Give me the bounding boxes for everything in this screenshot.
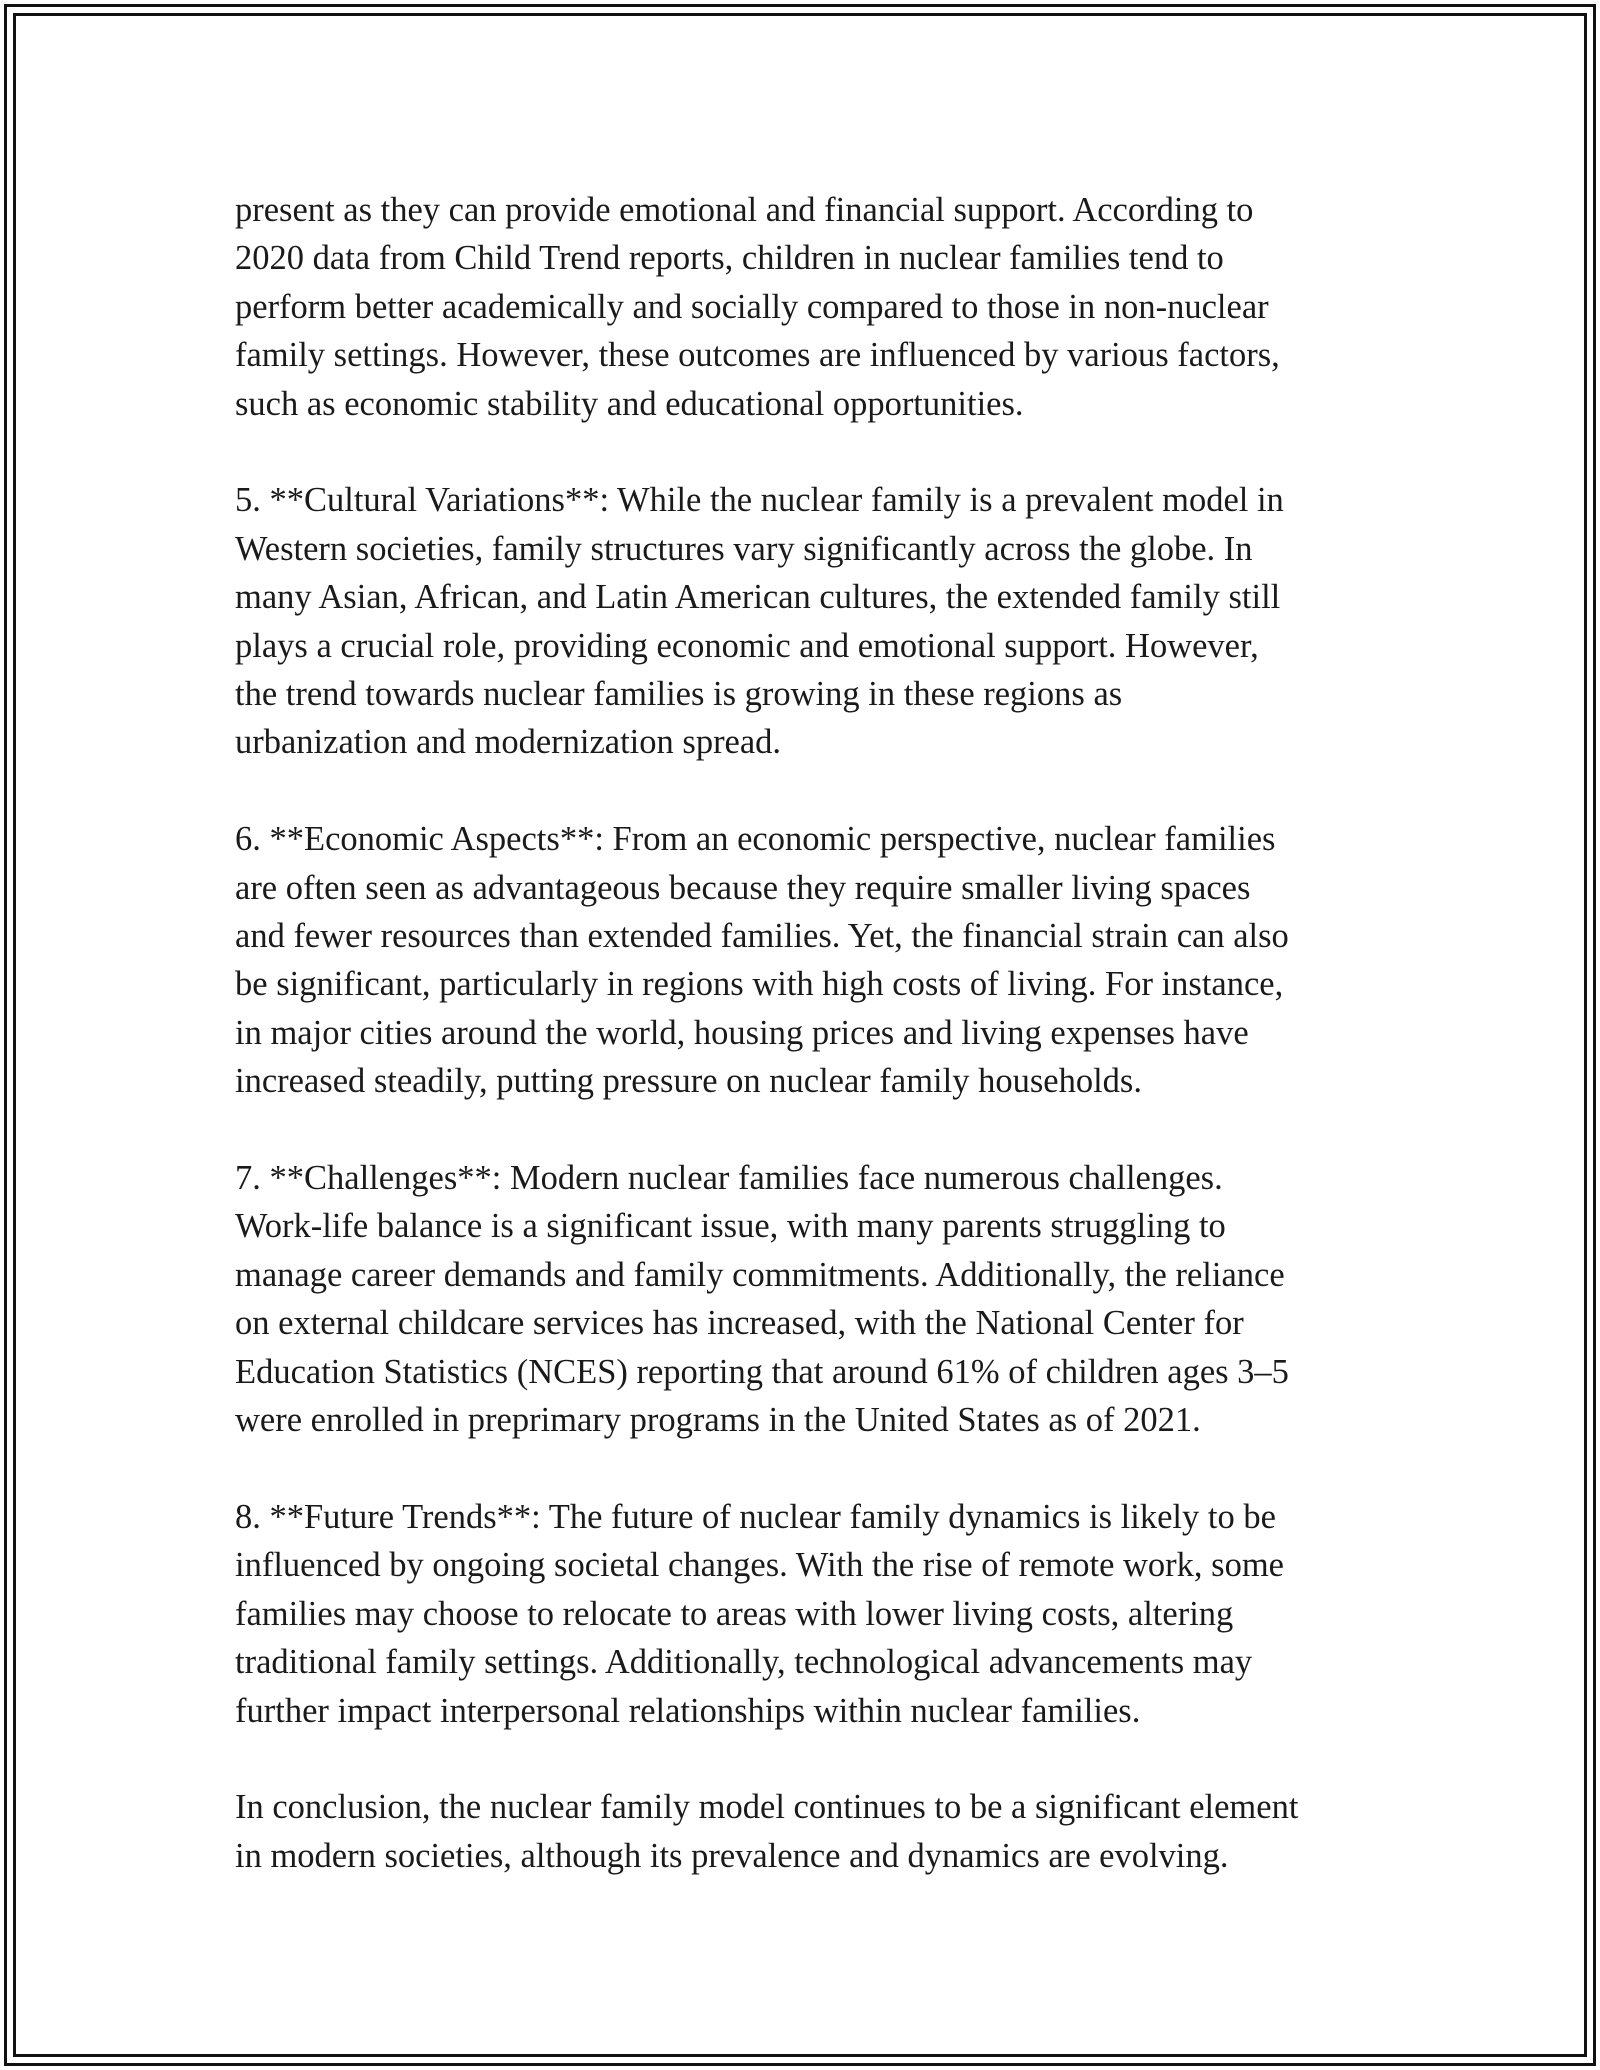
text-line: plays a crucial role, providing economic and emotional support. However, — [235, 626, 1259, 665]
text-line: many Asian, African, and Latin American cultures, the extended family still — [235, 578, 1281, 617]
text-line: were enrolled in preprimary programs in the United States as of 2021. — [235, 1401, 1201, 1440]
document-body — [235, 186, 1395, 1929]
text-line: family settings. However, these outcomes are influenced by various factors, — [235, 336, 1280, 375]
text-line: 5. **Cultural Variations**: While the nuclear family is a prevalent model in — [235, 481, 1284, 520]
text-line: increased steadily, putting pressure on nuclear family households. — [235, 1062, 1142, 1101]
text-line: be significant, particularly in regions with high costs of living. For instance, — [235, 965, 1284, 1004]
text-line: families may choose to relocate to areas with lower living costs, altering — [235, 1594, 1234, 1633]
paragraph — [235, 1154, 1395, 1444]
text-line: 2020 data from Child Trend reports, children in nuclear families tend to — [235, 239, 1224, 278]
text-line: in major cities around the world, housing prices and living expenses have — [235, 1013, 1249, 1052]
text-line: urbanization and modernization spread. — [235, 723, 782, 762]
text-line: perform better academically and socially compared to those in non-nuclear — [235, 287, 1269, 326]
text-line: on external childcare services has increased, with the National Center for — [235, 1304, 1244, 1343]
text-line: such as economic stability and educational opportunities. — [235, 384, 1024, 423]
text-line: manage career demands and family commitments. Additionally, the reliance — [235, 1255, 1285, 1294]
text-line: In conclusion, the nuclear family model continues to be a significant element — [235, 1788, 1299, 1827]
text-line: in modern societies, although its prevalence and dynamics are evolving. — [235, 1836, 1229, 1875]
paragraph — [235, 1493, 1395, 1735]
paragraph — [235, 815, 1395, 1105]
text-line: influenced by ongoing societal changes. With the rise of remote work, some — [235, 1546, 1284, 1585]
text-line: 7. **Challenges**: Modern nuclear families face numerous challenges. — [235, 1159, 1223, 1198]
text-line: traditional family settings. Additionally, technological advancements may — [235, 1643, 1253, 1682]
text-line: Work-life balance is a significant issue, with many parents struggling to — [235, 1207, 1226, 1246]
text-line: 6. **Economic Aspects**: From an economic perspective, nuclear families — [235, 820, 1276, 859]
paragraph — [235, 1783, 1395, 1880]
text-line: further impact interpersonal relationships within nuclear families. — [235, 1691, 1141, 1730]
text-line: the trend towards nuclear families is growing in these regions as — [235, 675, 1123, 714]
text-line: and fewer resources than extended families. Yet, the financial strain can also — [235, 917, 1289, 956]
paragraph — [235, 476, 1395, 766]
text-line: Western societies, family structures vary significantly across the globe. In — [235, 529, 1253, 568]
paragraph — [235, 186, 1395, 428]
text-line: Education Statistics (NCES) reporting that around 61% of children ages 3–5 — [235, 1352, 1289, 1391]
text-line: 8. **Future Trends**: The future of nuclear family dynamics is likely to be — [235, 1497, 1276, 1536]
text-line: are often seen as advantageous because they require smaller living spaces — [235, 868, 1251, 907]
text-line: present as they can provide emotional and financial support. According to — [235, 191, 1254, 229]
